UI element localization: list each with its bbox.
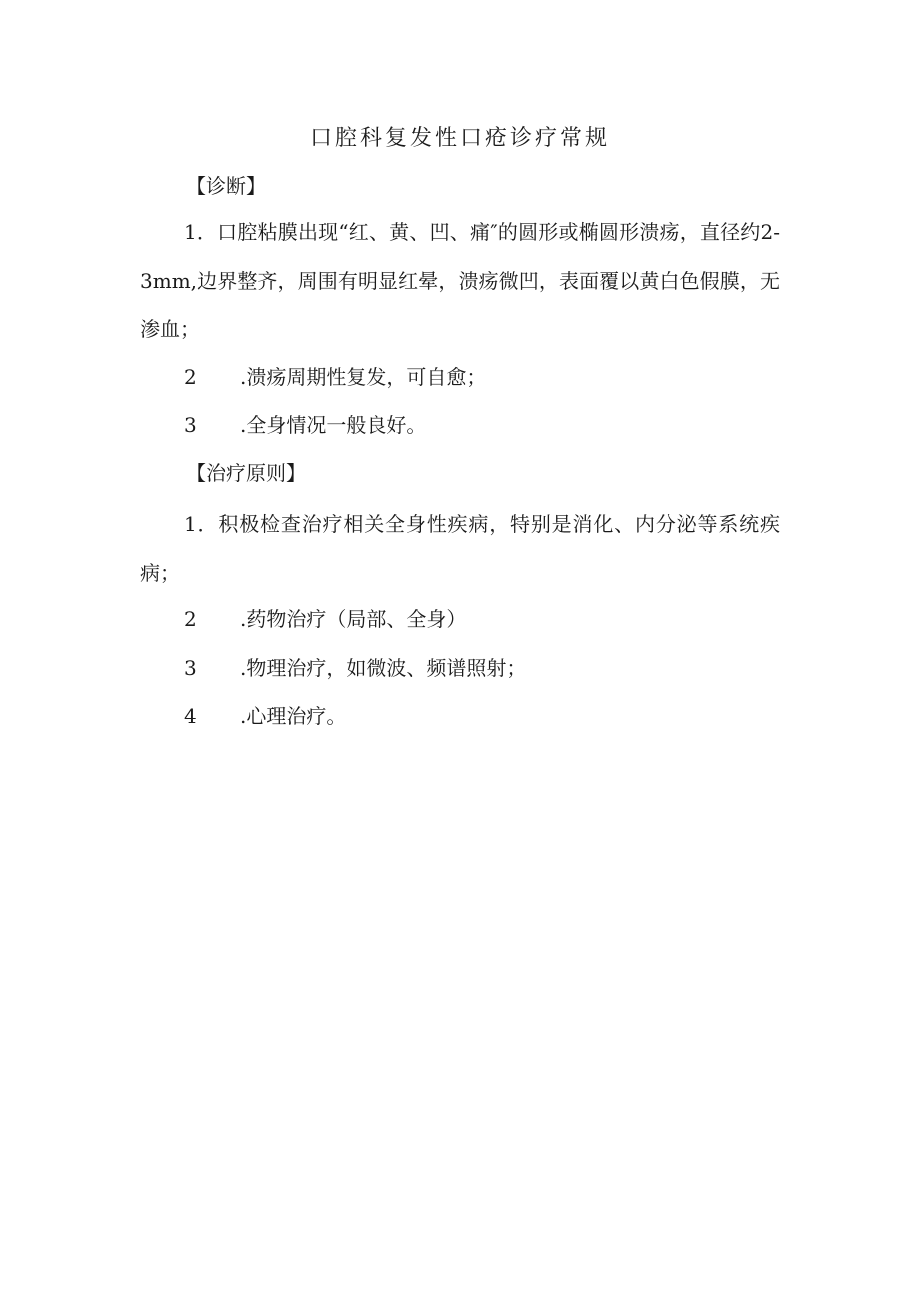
treatment-item-3 xyxy=(184,652,526,684)
treatment-paragraph-1: 1．积极检查治疗相关全身性疾病，特别是消化、内分泌等系统疾病； xyxy=(140,512,780,585)
section-heading-diagnosis: 【诊断】 xyxy=(186,174,266,198)
item-number: 3 xyxy=(184,656,197,680)
item-text: .物理治疗，如微波、频谱照射； xyxy=(240,656,527,680)
item-text: .溃疡周期性复发，可自愈； xyxy=(240,365,487,389)
item-number: 4 xyxy=(184,704,197,728)
item-text: .心理治疗。 xyxy=(240,704,347,728)
treatment-item-4 xyxy=(184,700,346,732)
diagnosis-paragraph-1: 1．口腔粘膜出现“红、黄、凹、痛″的圆形或椭圆形溃疡，直径约2-3mm,边界整齐，周围有明显红晕，溃疡微凹，表面覆以黄白色假膜，无渗血； xyxy=(140,220,780,341)
item-number: 2 xyxy=(184,607,197,631)
diagnosis-item-2 xyxy=(184,361,486,393)
item-text: .药物治疗（局部、全身） xyxy=(240,607,467,631)
section-heading-treatment: 【治疗原则】 xyxy=(186,461,306,485)
treatment-item-2 xyxy=(184,603,466,635)
diagnosis-item-3 xyxy=(184,409,426,441)
item-number: 2 xyxy=(184,365,197,389)
item-text: .全身情况一般良好。 xyxy=(240,413,427,437)
item-number: 3 xyxy=(184,413,197,437)
document-title: 口腔科复发性口疮诊疗常规 xyxy=(309,126,610,151)
